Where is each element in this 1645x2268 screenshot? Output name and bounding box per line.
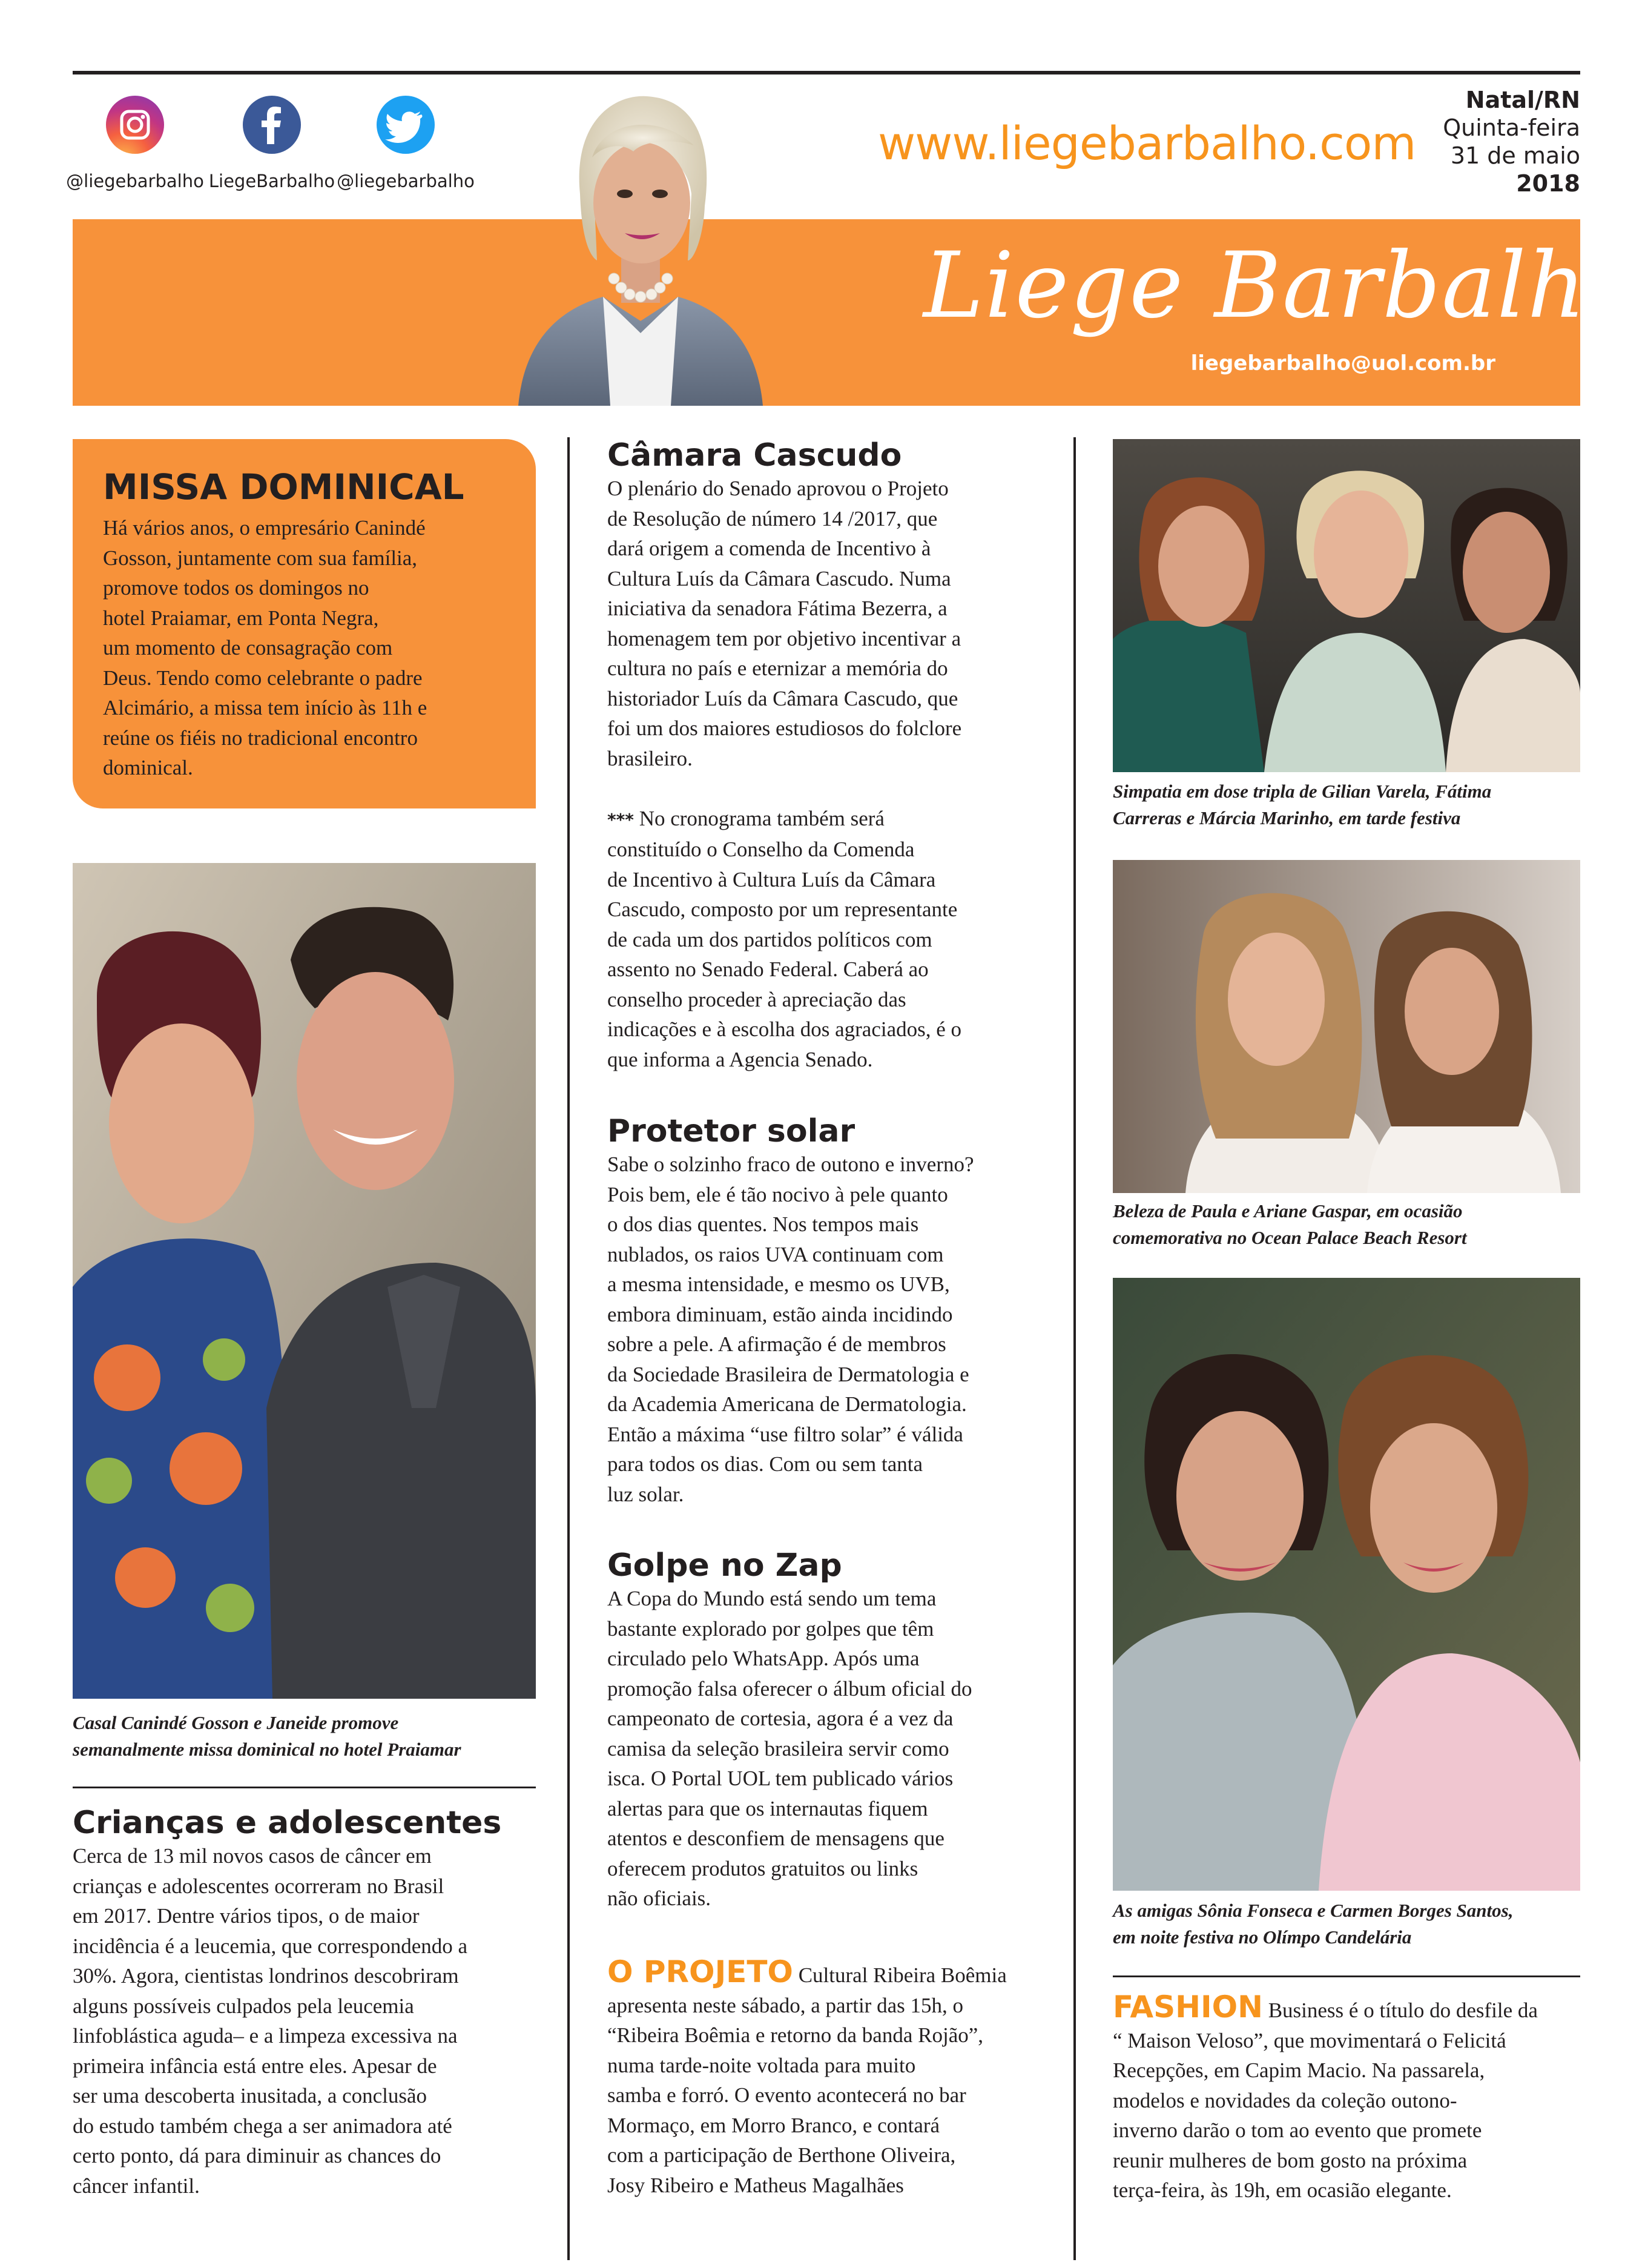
text-line: Há vários anos, o empresário Canindé xyxy=(103,516,426,540)
projeto-lead: O PROJETO xyxy=(607,1954,793,1989)
text-line: Recepções, em Capim Macio. Na passarela, xyxy=(1113,2058,1485,2082)
text-line: conselho proceder à apreciação das xyxy=(607,987,906,1011)
caption-line: Casal Canindé Gosson e Janeide promove xyxy=(73,1712,399,1733)
photo-caption-paula-ariane xyxy=(1113,1198,1580,1251)
top-rule xyxy=(73,71,1580,74)
camara-cascudo-section xyxy=(607,437,1055,1074)
text-line: hotel Praiamar, em Ponta Negra, xyxy=(103,606,379,630)
text-line: promove todos os domingos no xyxy=(103,576,369,600)
text-fragment: No cronograma também será xyxy=(633,806,885,830)
twitter-handle: @liegebarbalho xyxy=(337,171,475,191)
text-line: iniciativa da senadora Fátima Bezerra, a xyxy=(607,597,948,620)
text-line: crianças e adolescentes ocorreram no Brasil xyxy=(73,1874,444,1898)
text-line: dominical. xyxy=(103,756,193,779)
photo-caption-gosson xyxy=(73,1710,557,1763)
text-line: modelos e novidades da coleção outono- xyxy=(1113,2088,1457,2112)
caption-line: As amigas Sônia Fonseca e Carmen Borges Santos, xyxy=(1113,1900,1514,1921)
text-line: de cada um dos partidos políticos com xyxy=(607,927,932,951)
golpe-text xyxy=(607,1584,1055,1914)
text-line: inverno darão o tom ao evento que promete xyxy=(1113,2118,1482,2142)
criancas-section xyxy=(73,1805,557,2201)
text-line: de Resolução de número 14 /2017, que xyxy=(607,506,938,531)
instagram-link[interactable] xyxy=(56,96,214,191)
protetor-text xyxy=(607,1149,1055,1509)
facebook-handle: LiegeBarbalho xyxy=(208,171,335,191)
text-line: com a participação de Berthone Oliveira, xyxy=(607,2143,956,2167)
instagram-handle: @liegebarbalho xyxy=(66,171,204,191)
text-line: Josy Ribeiro e Matheus Magalhães xyxy=(607,2173,904,2197)
text-line: nublados, os raios UVA continuam com xyxy=(607,1242,944,1266)
caption-line: Simpatia em dose tripla de Gilian Varela, Fátima xyxy=(1113,781,1492,802)
text-line: Sabe o solzinho fraco de outono e inverno? xyxy=(607,1152,974,1176)
text-line: o dos dias quentes. Nos tempos mais xyxy=(607,1212,919,1236)
photo-sonia-carmen xyxy=(1113,1278,1580,1891)
text-line: de Incentivo à Cultura Luís da Câmara xyxy=(607,867,936,891)
text-line: em 2017. Dentre vários tipos, o de maior xyxy=(73,1904,420,1928)
website-url[interactable]: www.liegebarbalho.com xyxy=(878,116,1416,170)
email-address[interactable]: liegebarbalho@uol.com.br xyxy=(1190,351,1495,375)
text-line: apresenta neste sábado, a partir das 15h, o xyxy=(607,1993,963,2017)
caption-line: comemorativa no Ocean Palace Beach Resort xyxy=(1113,1227,1467,1248)
text-line: “Ribeira Boêmia e retorno da banda Rojão”, xyxy=(607,2023,984,2047)
camara-title: Câmara Cascudo xyxy=(607,437,902,474)
text-line: Cerca de 13 mil novos casos de câncer em xyxy=(73,1844,432,1868)
photo-trio-festive xyxy=(1113,439,1580,772)
photo-paula-ariane xyxy=(1113,860,1580,1193)
column-divider-right xyxy=(1073,437,1076,2260)
text-line: alertas para que os internautas fiquem xyxy=(607,1796,928,1820)
missa-title: MISSA DOMINICAL xyxy=(103,466,464,507)
twitter-icon xyxy=(377,96,435,154)
caption-line: em noite festiva no Olímpo Candelária xyxy=(1113,1926,1412,1948)
caption-line: Beleza de Paula e Ariane Gaspar, em ocasião xyxy=(1113,1200,1463,1222)
text-line: samba e forró. O evento acontecerá no bar xyxy=(607,2083,966,2107)
text-line: homenagem tem por objetivo incentivar a xyxy=(607,626,961,650)
text-line: numa tarde-noite voltada para muito xyxy=(607,2053,916,2077)
fashion-lead: FASHION xyxy=(1113,1989,1263,2025)
photo-caption-sonia-carmen xyxy=(1113,1897,1597,1951)
text-line: dará origem a comenda de Incentivo à xyxy=(607,537,931,560)
weekday: Quinta-feira xyxy=(1443,114,1580,141)
text-line: Pois bem, ele é tão nocivo à pele quanto xyxy=(607,1182,948,1206)
columnist-name: Liege Barbalho xyxy=(923,233,1643,339)
criancas-text xyxy=(73,1841,557,2201)
text-line: campeonato de cortesia, agora é a vez da xyxy=(607,1707,954,1730)
text-line: sobre a pele. A afirmação é de membros xyxy=(607,1332,946,1356)
text-line: 30%. Agora, cientistas londrinos descobriram xyxy=(73,1964,459,1988)
text-line: reunir mulheres de bom gosto na próxima xyxy=(1113,2148,1468,2172)
protetor-solar-section xyxy=(607,1113,1055,1509)
text-line: historiador Luís da Câmara Cascudo, que xyxy=(607,686,958,710)
camara-text xyxy=(607,474,1055,1074)
text-line: bastante explorado por golpes que têm xyxy=(607,1616,934,1641)
golpe-zap-section xyxy=(607,1547,1055,1914)
text-line: constituído o Conselho da Comenda xyxy=(607,838,915,861)
column-divider-left xyxy=(567,437,570,2260)
text-line: Então a máxima “use filtro solar” é válida xyxy=(607,1422,963,1446)
facebook-icon xyxy=(243,96,301,154)
text-line: “ Maison Veloso”, que movimentará o Felicitá xyxy=(1113,2028,1506,2052)
golpe-title: Golpe no Zap xyxy=(607,1547,842,1584)
text-line: que informa a Agencia Senado. xyxy=(607,1047,873,1071)
text-line xyxy=(607,804,1055,835)
photo-gosson-couple xyxy=(73,863,536,1699)
text-line: oferecem produtos gratuitos ou links xyxy=(607,1856,918,1880)
o-projeto-section xyxy=(607,1954,1055,2200)
text-line: foi um dos maiores estudiosos do folclore xyxy=(607,716,962,740)
city: Natal/RN xyxy=(1465,87,1580,113)
stars-marker: *** xyxy=(607,809,634,830)
text-line: não oficiais. xyxy=(607,1886,711,1910)
text-line: certo ponto, dá para diminuir as chances do xyxy=(73,2144,441,2167)
text-line: Deus. Tendo como celebrante o padre xyxy=(103,666,423,690)
text-line: Mormaço, em Morro Branco, e contará xyxy=(607,2113,940,2137)
fashion-section xyxy=(1113,1989,1597,2206)
columnist-portrait xyxy=(512,79,769,406)
text-line: Gosson, juntamente com sua família, xyxy=(103,546,418,570)
text-fragment: Cultural Ribeira Boêmia xyxy=(793,1963,1007,1987)
text-line: alguns possíveis culpados pela leucemia xyxy=(73,1994,414,2018)
text-line: terça-feira, às 19h, em ocasião elegante. xyxy=(1113,2178,1452,2202)
text-line: do estudo também chega a ser animadora até xyxy=(73,2114,452,2138)
date: 31 de maio xyxy=(1450,142,1580,169)
text-line: isca. O Portal UOL tem publicado vários xyxy=(607,1767,954,1790)
text-line: primeira infância está entre eles. Apesar de xyxy=(73,2054,437,2078)
year: 2018 xyxy=(1516,170,1580,197)
instagram-icon xyxy=(106,96,164,154)
text-line: embora diminuam, estão ainda incidindo xyxy=(607,1302,953,1326)
text-line: a mesma intensidade, e mesmo os UVB, xyxy=(607,1272,950,1296)
text-line: A Copa do Mundo está sendo um tema xyxy=(607,1587,937,1610)
criancas-title: Crianças e adolescentes xyxy=(73,1805,502,1841)
section-rule xyxy=(1113,1975,1580,1977)
dateline xyxy=(1443,86,1580,197)
text-line: luz solar. xyxy=(607,1482,684,1506)
caption-line: semanalmente missa dominical no hotel Praiamar xyxy=(73,1739,461,1760)
text-line xyxy=(1113,1989,1597,2026)
text-line: O plenário do Senado aprovou o Projeto xyxy=(607,477,949,500)
text-line: incidência é a leucemia, que correspondendo a xyxy=(73,1934,468,1958)
text-line: indicações e à escolha dos agraciados, é o xyxy=(607,1017,962,1041)
text-line: promoção falsa oferecer o álbum oficial do xyxy=(607,1676,972,1701)
missa-text xyxy=(103,513,521,783)
protetor-title: Protetor solar xyxy=(607,1113,855,1149)
text-line: camisa da seleção brasileira servir como xyxy=(607,1736,949,1761)
text-line: ser uma descoberta inusitada, a conclusão xyxy=(73,2084,427,2108)
text-line: linfoblástica aguda– e a limpeza excessiva na xyxy=(73,2024,458,2048)
text-line: da Academia Americana de Dermatologia. xyxy=(607,1392,967,1416)
text-line xyxy=(607,1954,1055,1991)
text-line: cultura no país e eternizar a memória do xyxy=(607,656,948,680)
text-line: para todos os dias. Com ou sem tanta xyxy=(607,1452,923,1476)
text-line: atentos e desconfiem de mensagens que xyxy=(607,1827,944,1850)
photo-caption-trio xyxy=(1113,778,1580,831)
missa-dominical-box xyxy=(73,439,536,808)
text-line: um momento de consagração com xyxy=(103,636,393,660)
text-fragment: Business é o título do desfile da xyxy=(1262,1999,1538,2022)
caption-line: Carreras e Márcia Marinho, em tarde festiva xyxy=(1113,807,1461,828)
text-line: Alcimário, a missa tem início às 11h e xyxy=(103,696,427,719)
text-line: assento no Senado Federal. Caberá ao xyxy=(607,957,929,981)
text-line: da Sociedade Brasileira de Dermatologia e xyxy=(607,1362,969,1386)
twitter-link[interactable] xyxy=(327,96,484,191)
text-line: circulado pelo WhatsApp. Após uma xyxy=(607,1647,920,1670)
text-line: câncer infantil. xyxy=(73,2174,200,2198)
text-line: brasileiro. xyxy=(607,746,693,770)
text-line: reúne os fiéis no tradicional encontro xyxy=(103,726,418,750)
section-rule xyxy=(73,1787,536,1788)
text-line: Cascudo, composto por um representante xyxy=(607,898,958,921)
text-line: Cultura Luís da Câmara Cascudo. Numa xyxy=(607,566,951,590)
